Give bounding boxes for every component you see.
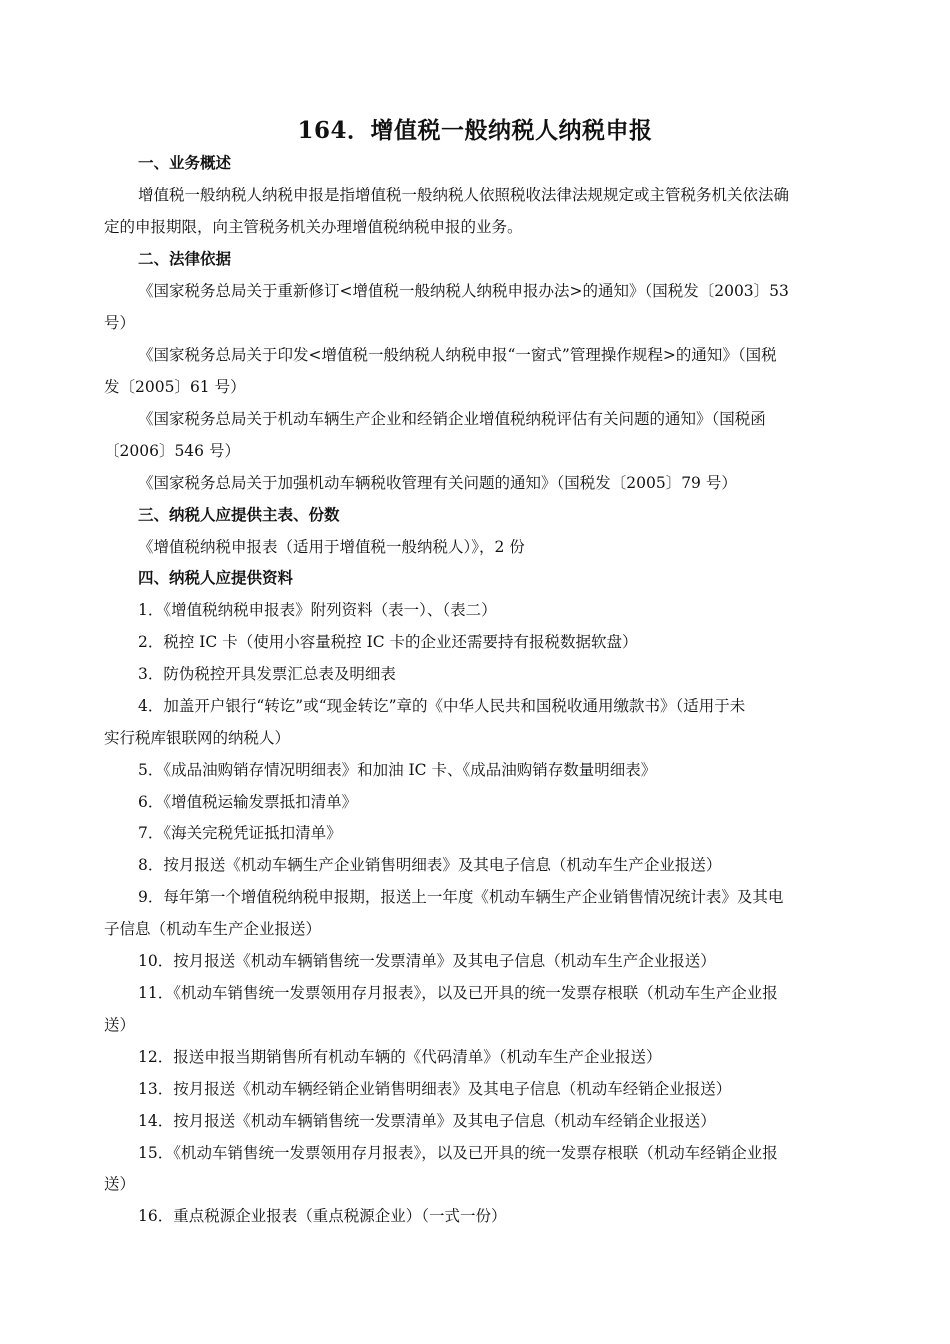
main-form-item: 《增值税纳税申报表（适用于增值税一般纳税人）》，2 份 (138, 538, 525, 556)
page-title: 164．增值税一般纳税人纳税申报 (297, 117, 653, 144)
material-item-continued: 子信息（机动车生产企业报送） (104, 920, 322, 938)
legal-basis-item-continued: 发〔2005〕61 号） (104, 378, 246, 396)
section-heading-materials: 四、纳税人应提供资料 (138, 568, 294, 587)
legal-basis-item-continued: 号） (104, 314, 136, 332)
material-item: 10．按月报送《机动车辆销售统一发票清单》及其电子信息（机动车生产企业报送） (138, 952, 716, 970)
material-item: 11．《机动车销售统一发票领用存月报表》，以及已开具的统一发票存根联（机动车生产企业报 (138, 984, 778, 1002)
overview-line: 定的申报期限，向主管税务机关办理增值税纳税申报的业务。 (104, 218, 523, 236)
material-item: 2．税控 IC 卡（使用小容量税控 IC 卡的企业还需要持有报税数据软盘） (138, 633, 638, 651)
legal-basis-item-continued: 〔2006〕546 号） (104, 442, 240, 460)
material-item-continued: 送） (104, 1016, 136, 1034)
legal-basis-item: 《国家税务总局关于重新修订<增值税一般纳税人纳税申报办法>的通知》（国税发〔2003〕53 (138, 282, 789, 300)
legal-basis-item: 《国家税务总局关于印发<增值税一般纳税人纳税申报“一窗式”管理操作规程>的通知》（国税 (138, 346, 777, 364)
material-item: 6．《增值税运输发票抵扣清单》 (138, 793, 358, 811)
material-item: 13．按月报送《机动车辆经销企业销售明细表》及其电子信息（机动车经销企业报送） (138, 1080, 732, 1098)
material-item: 7．《海关完税凭证抵扣清单》 (138, 824, 342, 842)
material-item-continued: 实行税库银联网的纳税人） (104, 729, 291, 747)
material-item: 15．《机动车销售统一发票领用存月报表》，以及已开具的统一发票存根联（机动车经销企业报 (138, 1144, 778, 1162)
material-item: 8．按月报送《机动车辆生产企业销售明细表》及其电子信息（机动车生产企业报送） (138, 856, 722, 874)
material-item: 1．《增值税纳税申报表》附列资料（表一）、（表二） (138, 601, 497, 619)
overview-line: 增值税一般纳税人纳税申报是指增值税一般纳税人依照税收法律法规规定或主管税务机关依法确 (138, 186, 790, 204)
legal-basis-item: 《国家税务总局关于加强机动车辆税收管理有关问题的通知》（国税发〔2005〕79 号） (138, 474, 737, 492)
section-heading-overview: 一、业务概述 (138, 153, 232, 172)
material-item: 16．重点税源企业报表（重点税源企业）（一式一份） (138, 1207, 507, 1225)
legal-basis-item: 《国家税务总局关于机动车辆生产企业和经销企业增值税纳税评估有关问题的通知》（国税函 (138, 410, 766, 428)
material-item: 5．《成品油购销存情况明细表》和加油 IC 卡、《成品油购销存数量明细表》 (138, 761, 657, 779)
material-item: 9．每年第一个增值税纳税申报期，报送上一年度《机动车辆生产企业销售情况统计表》及其电 (138, 888, 784, 906)
section-heading-main-form: 三、纳税人应提供主表、份数 (138, 505, 340, 524)
material-item: 4．加盖开户银行“转讫”或“现金转讫”章的《中华人民共和国税收通用缴款书》（适用于未 (138, 697, 746, 715)
material-item: 3．防伪税控开具发票汇总表及明细表 (138, 665, 396, 683)
section-heading-legal-basis: 二、法律依据 (138, 249, 232, 268)
material-item-continued: 送） (104, 1175, 136, 1193)
material-item: 14．按月报送《机动车辆销售统一发票清单》及其电子信息（机动车经销企业报送） (138, 1112, 716, 1130)
material-item: 12．报送申报当期销售所有机动车辆的《代码清单》（机动车生产企业报送） (138, 1048, 662, 1066)
